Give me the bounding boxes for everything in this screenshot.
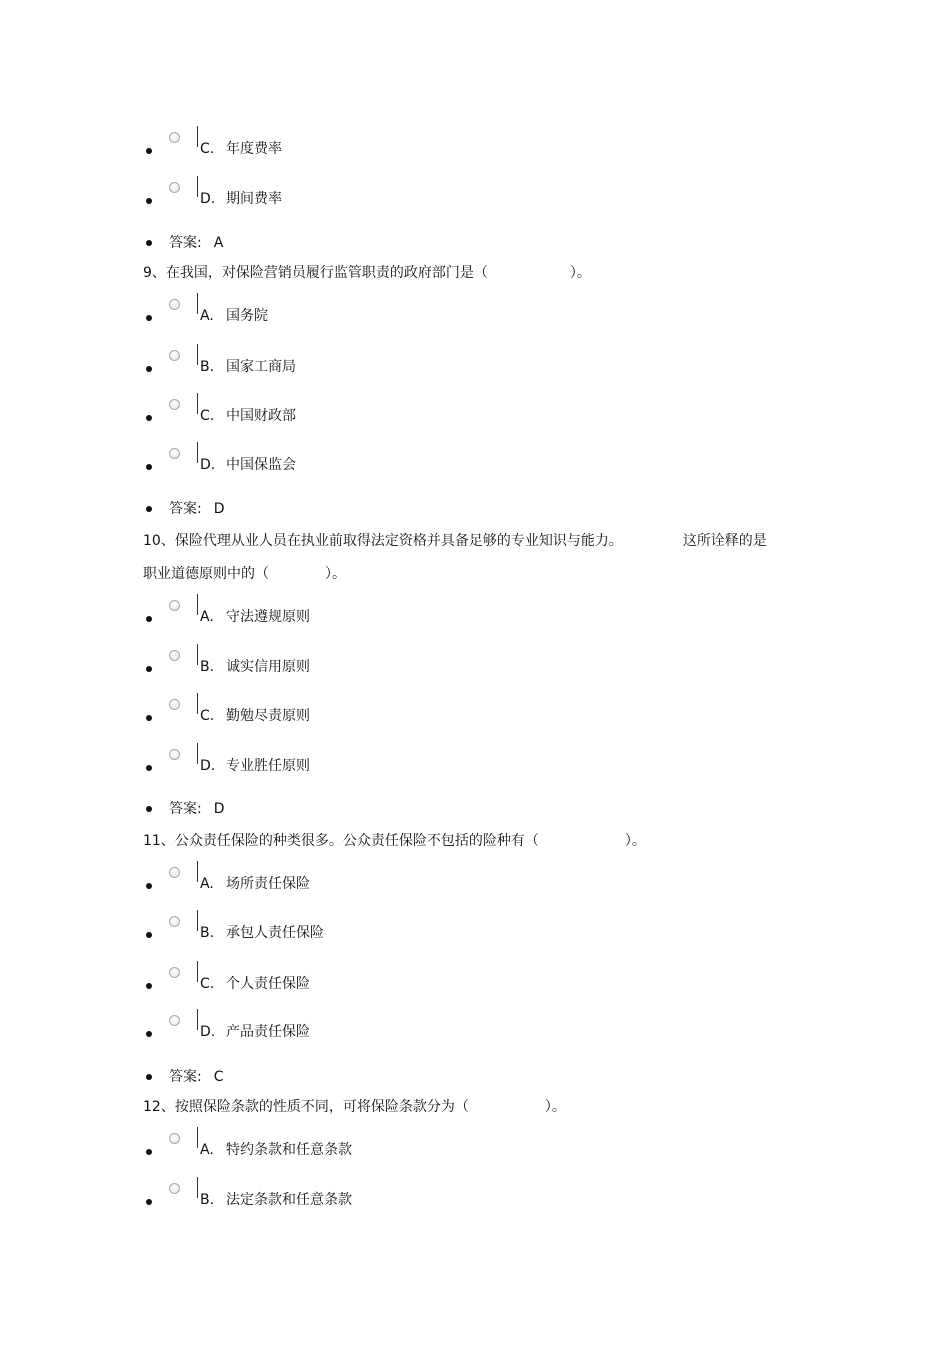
option-text: 专业胜任原则 (226, 758, 310, 774)
option-letter: D. (200, 457, 216, 473)
option-label (200, 405, 296, 425)
option-item[interactable] (0, 1137, 950, 1161)
radio-button[interactable] (169, 1183, 180, 1194)
option-item[interactable] (0, 871, 950, 895)
radio-button[interactable] (169, 967, 180, 978)
option-letter: C. (200, 408, 215, 424)
divider (197, 344, 198, 365)
option-item[interactable] (0, 354, 950, 378)
bullet-icon (146, 806, 152, 812)
question-text: 11、公众责任保险的种类很多。公众责任保险不包括的险种有（ (143, 833, 539, 849)
option-item[interactable] (0, 452, 950, 476)
option-label (200, 922, 324, 942)
option-text: 期间费率 (226, 191, 282, 207)
option-label (200, 1139, 352, 1159)
option-text: 中国保监会 (226, 457, 296, 473)
option-text: 承包人责任保险 (226, 925, 324, 941)
option-text: 特约条款和任意条款 (226, 1142, 352, 1158)
question-text: 职业道德原则中的（ (143, 566, 269, 582)
answer-value: A (213, 235, 224, 251)
option-letter: B. (200, 925, 215, 941)
option-text: 场所责任保险 (226, 876, 310, 892)
option-letter: A. (200, 1142, 214, 1158)
bullet-icon (146, 932, 152, 938)
bullet-icon (146, 983, 152, 989)
divider (197, 126, 198, 147)
radio-button[interactable] (169, 867, 180, 878)
bullet-icon (146, 1199, 152, 1205)
question-9 (143, 262, 591, 282)
divider (197, 743, 198, 764)
option-label (200, 454, 296, 474)
option-letter: B. (200, 359, 215, 375)
option-letter: C. (200, 708, 215, 724)
option-text: 勤勉尽责原则 (226, 708, 310, 724)
option-text: 国务院 (226, 308, 268, 324)
option-letter: C. (200, 141, 215, 157)
question-text-end: ）。 (569, 265, 591, 281)
bullet-icon (146, 1031, 152, 1037)
option-label (200, 138, 282, 158)
option-label (200, 656, 310, 676)
option-text: 国家工商局 (226, 359, 296, 375)
bullet-icon (146, 715, 152, 721)
bullet-icon (146, 616, 152, 622)
option-item[interactable] (0, 1019, 950, 1043)
question-text-end: ）。 (325, 566, 346, 582)
answer-value: C (213, 1069, 224, 1085)
option-label (200, 973, 310, 993)
radio-button[interactable] (169, 350, 180, 361)
answer-row (0, 1064, 950, 1088)
option-item[interactable] (0, 604, 950, 628)
option-letter: C. (200, 976, 215, 992)
bullet-icon (146, 506, 152, 512)
bullet-icon (146, 366, 152, 372)
answer (169, 798, 225, 818)
question-12 (143, 1096, 566, 1116)
bullet-icon (146, 240, 152, 246)
option-letter: D. (200, 191, 216, 207)
answer-label: 答案: (169, 501, 202, 517)
answer (169, 1066, 224, 1086)
divider (197, 644, 198, 665)
option-label (200, 705, 310, 725)
question-10-line2 (143, 563, 346, 583)
option-label (200, 755, 310, 775)
bullet-icon (146, 666, 152, 672)
question-text: 12、按照保险条款的性质不同，可将保险条款分为（ (143, 1099, 469, 1115)
bullet-icon (146, 315, 152, 321)
question-10 (143, 530, 767, 550)
answer (169, 232, 223, 252)
answer-value: D (213, 501, 225, 517)
radio-button[interactable] (169, 749, 180, 760)
radio-button[interactable] (169, 182, 180, 193)
divider (197, 861, 198, 882)
divider (197, 1127, 198, 1148)
answer (169, 498, 225, 518)
option-item[interactable] (0, 403, 950, 427)
option-text: 产品责任保险 (226, 1024, 310, 1040)
radio-button[interactable] (169, 699, 180, 710)
radio-button[interactable] (169, 650, 180, 661)
question-text-cont: 这所诠释的是 (682, 533, 767, 549)
bullet-icon (146, 464, 152, 470)
divider (197, 1177, 198, 1198)
option-label (200, 305, 268, 325)
bullet-icon (146, 415, 152, 421)
answer-row (0, 230, 950, 254)
divider (197, 910, 198, 931)
radio-button[interactable] (169, 299, 180, 310)
question-text: 10、保险代理从业人员在执业前取得法定资格并具备足够的专业知识与能力。 (143, 533, 623, 549)
question-text-end: ）。 (544, 1099, 566, 1115)
radio-button[interactable] (169, 1133, 180, 1144)
answer-label: 答案: (169, 235, 202, 251)
divider (197, 961, 198, 982)
option-item[interactable] (0, 920, 950, 944)
option-label (200, 1021, 310, 1041)
divider (197, 594, 198, 615)
answer-row (0, 496, 950, 520)
option-letter: A. (200, 876, 214, 892)
option-text: 个人责任保险 (226, 976, 310, 992)
divider (197, 393, 198, 414)
option-letter: A. (200, 308, 214, 324)
answer-label: 答案: (169, 1069, 202, 1085)
bullet-icon (146, 198, 152, 204)
option-item[interactable] (0, 654, 950, 678)
bullet-icon (146, 148, 152, 154)
radio-button[interactable] (169, 448, 180, 459)
answer-row (0, 796, 950, 820)
option-text: 年度费率 (226, 141, 282, 157)
divider (197, 693, 198, 714)
option-letter: D. (200, 1024, 216, 1040)
option-item[interactable] (0, 1187, 950, 1211)
bullet-icon (146, 883, 152, 889)
option-item[interactable] (0, 753, 950, 777)
option-letter: D. (200, 758, 216, 774)
option-text: 法定条款和任意条款 (226, 1192, 352, 1208)
answer-label: 答案: (169, 801, 202, 817)
option-item[interactable] (0, 186, 950, 210)
option-text: 诚实信用原则 (226, 659, 310, 675)
option-item[interactable] (0, 971, 950, 995)
question-text: 9、在我国，对保险营销员履行监管职责的政府部门是（ (143, 265, 488, 281)
radio-button[interactable] (169, 1015, 180, 1026)
answer-value: D (213, 801, 225, 817)
divider (197, 1009, 198, 1030)
question-11 (143, 830, 646, 850)
radio-button[interactable] (169, 399, 180, 410)
option-item[interactable] (0, 703, 950, 727)
option-label (200, 873, 310, 893)
option-label (200, 606, 310, 626)
option-text: 中国财政部 (226, 408, 296, 424)
radio-button[interactable] (169, 132, 180, 143)
divider (197, 442, 198, 463)
question-text-end: ）。 (624, 833, 646, 849)
bullet-icon (146, 765, 152, 771)
bullet-icon (146, 1149, 152, 1155)
radio-button[interactable] (169, 600, 180, 611)
option-item[interactable] (0, 303, 950, 327)
option-letter: B. (200, 1192, 215, 1208)
option-item[interactable] (0, 136, 950, 160)
radio-button[interactable] (169, 916, 180, 927)
option-text: 守法遵规原则 (226, 609, 310, 625)
option-label (200, 1189, 352, 1209)
option-label (200, 188, 282, 208)
option-label (200, 356, 296, 376)
option-letter: A. (200, 609, 214, 625)
divider (197, 176, 198, 197)
bullet-icon (146, 1074, 152, 1080)
option-letter: B. (200, 659, 215, 675)
divider (197, 293, 198, 314)
